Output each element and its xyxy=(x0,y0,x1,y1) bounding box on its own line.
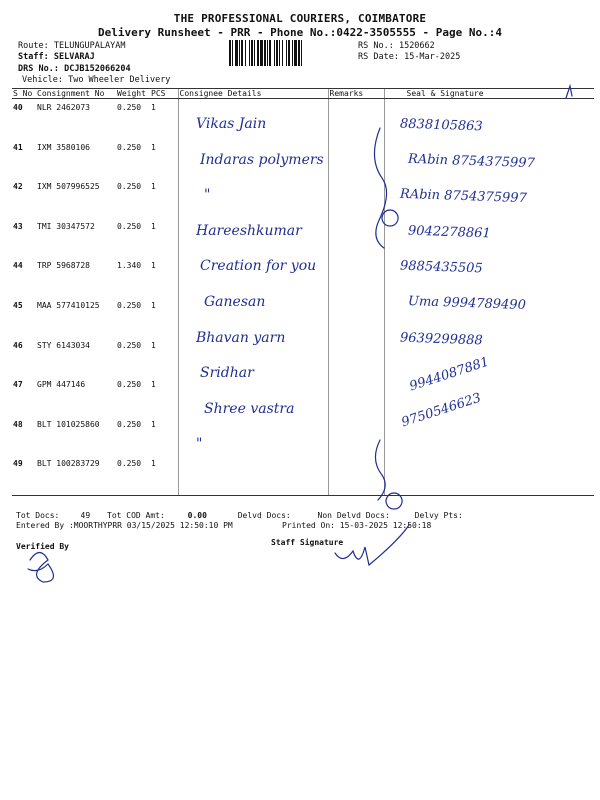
verified-by-label: Verified By xyxy=(16,542,69,551)
tot-docs-value: 49 xyxy=(80,511,91,520)
sno-cell: 46 xyxy=(13,340,23,350)
consignment-cell: BLT 101025860 xyxy=(37,419,100,429)
circle-mark-2 xyxy=(386,493,402,509)
sno-cell: 47 xyxy=(13,380,23,390)
pcs-cell: 1 xyxy=(151,221,156,231)
tot-cod-label: Tot COD Amt: xyxy=(107,511,165,520)
consignment-cell: NLR 2462073 xyxy=(37,103,90,112)
sno-cell: 41 xyxy=(13,142,23,152)
col-weight: Weight xyxy=(116,89,150,99)
non-delvd-label: Non Delvd Docs: xyxy=(317,511,390,520)
staff-signature-label: Staff Signature xyxy=(271,538,344,547)
weight-cell: 0.250 xyxy=(117,419,142,429)
route-value: TELUNGUPALAYAM xyxy=(53,41,126,51)
bracket-mark-2 xyxy=(375,440,385,500)
entered-by: Entered By :MOORTHYPRR 03/15/2025 12:50:10 PM xyxy=(16,521,233,530)
handwritten-signature: RAbin 8754375997 xyxy=(399,186,528,207)
handwritten-consignee: " xyxy=(196,436,203,453)
tot-docs-label: Tot Docs: xyxy=(16,511,60,520)
pcs-cell: 1 xyxy=(151,182,156,192)
handwritten-consignee: Ganesan xyxy=(204,294,266,310)
weight-cell: 0.250 xyxy=(117,340,142,350)
delvy-pts-label: Delvy Pts: xyxy=(414,511,463,520)
staff-signature-scribble xyxy=(335,525,409,565)
sno-cell: 48 xyxy=(13,419,23,429)
col-remarks: Remarks xyxy=(328,89,384,99)
delvd-label: Delvd Docs: xyxy=(237,511,291,520)
handwritten-consignee: " xyxy=(204,187,211,204)
weight-cell: 0.250 xyxy=(117,103,142,112)
handwritten-consignee: Creation for you xyxy=(200,258,317,275)
handwritten-signature: RAbin 8754375997 xyxy=(407,151,536,171)
consignment-cell: GPM 447146 xyxy=(37,380,86,390)
weight-cell: 0.250 xyxy=(117,380,142,390)
handwritten-signature: 9944087881 xyxy=(407,354,492,395)
sno-cell: 45 xyxy=(13,300,23,310)
company-title: THE PROFESSIONAL COURIERS, COIMBATORE xyxy=(173,12,427,25)
sno-cell: 43 xyxy=(13,221,23,231)
totals-line xyxy=(16,511,463,520)
staff-label: Staff: xyxy=(18,52,49,62)
col-sno: S No xyxy=(12,89,36,99)
staff-value: SELVARAJ xyxy=(53,52,95,62)
handwritten-signature: 8838105863 xyxy=(399,116,483,135)
handwritten-signature: 9885435505 xyxy=(399,258,483,277)
rs-no-label: RS No.: xyxy=(358,41,394,51)
consignment-cell: IXM 507996525 xyxy=(37,182,100,192)
col-consignee: Consignee Details xyxy=(178,89,328,99)
handwritten-consignee: Indaras polymers xyxy=(200,151,324,168)
weight-cell: 0.250 xyxy=(117,221,142,231)
sno-cell: 44 xyxy=(13,261,23,271)
vehicle-value: Two Wheeler Delivery xyxy=(68,75,171,85)
pcs-cell: 1 xyxy=(151,380,156,390)
handwritten-consignee: Hareeshkumar xyxy=(196,222,302,239)
sno-cell: 42 xyxy=(13,182,23,192)
handwritten-signature: 9042278861 xyxy=(407,223,491,242)
col-pcs: PCS xyxy=(150,89,178,99)
handwritten-signature: 9639299888 xyxy=(399,330,483,349)
pcs-cell: 1 xyxy=(150,455,178,495)
weight-cell: 0.250 xyxy=(117,182,142,192)
pcs-cell: 1 xyxy=(151,142,156,152)
consignment-cell: BLT 100283729 xyxy=(36,455,116,495)
sno-cell: 49 xyxy=(12,455,36,495)
rs-date-label: RS Date: xyxy=(358,52,399,62)
bracket-mark xyxy=(374,128,386,248)
printed-on: Printed On: 15-03-2025 12:50:18 xyxy=(282,521,432,530)
header-tick-mark xyxy=(566,86,572,98)
consignment-cell: STY 6143034 xyxy=(37,340,90,350)
vehicle-label: Vehicle: xyxy=(22,75,63,85)
pcs-cell: 1 xyxy=(151,103,156,112)
sno-cell: 40 xyxy=(13,103,23,112)
col-consignment: Consignment No xyxy=(36,89,116,99)
weight-cell: 1.340 xyxy=(117,261,142,271)
drs-value: DCJB152066204 xyxy=(64,64,131,74)
consignment-cell: TRP 5968728 xyxy=(37,261,90,271)
circle-mark-1 xyxy=(382,210,398,226)
consignment-cell: TMI 30347572 xyxy=(37,221,95,231)
col-signature: Seal & Signature xyxy=(384,89,594,99)
handwritten-consignee: Bhavan yarn xyxy=(196,329,286,346)
route-label: Route: xyxy=(18,41,49,51)
drs-label: DRS No.: xyxy=(18,64,59,74)
pcs-cell: 1 xyxy=(151,261,156,271)
weight-cell: 0.250 xyxy=(116,455,150,495)
tot-cod-value: 0.00 xyxy=(187,511,207,520)
rs-no-value: 1520662 xyxy=(398,41,435,51)
weight-cell: 0.250 xyxy=(117,300,142,310)
consignment-cell: MAA 577410125 xyxy=(37,300,100,310)
verified-signature xyxy=(28,553,53,583)
runsheet-subtitle: Delivery Runsheet - PRR - Phone No.:0422-3505555 - Page No.:4 xyxy=(98,26,502,39)
handwritten-signature: Uma 9994789490 xyxy=(407,293,527,314)
rs-date-value: 15-Mar-2025 xyxy=(404,52,461,62)
pcs-cell: 1 xyxy=(151,419,156,429)
weight-cell: 0.250 xyxy=(117,142,142,152)
handwritten-consignee: Sridhar xyxy=(200,365,254,382)
handwritten-consignee: Vikas Jain xyxy=(196,116,267,132)
handwritten-signature: 9750546623 xyxy=(399,390,484,431)
handwritten-consignee: Shree vastra xyxy=(204,400,295,417)
consignment-cell: IXM 3580106 xyxy=(37,142,90,152)
pcs-cell: 1 xyxy=(151,340,156,350)
pcs-cell: 1 xyxy=(151,300,156,310)
